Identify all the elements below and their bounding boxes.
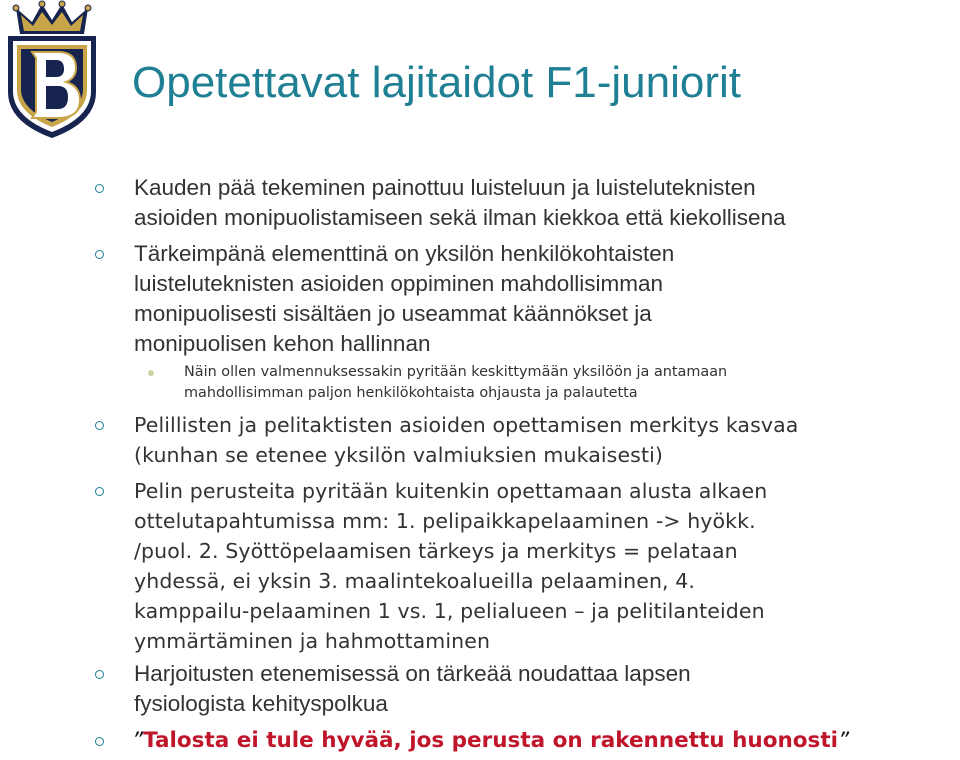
bullet-line: luisteluteknisten asioiden oppiminen mahdollisimman — [134, 271, 664, 296]
bullet-1 — [134, 173, 934, 233]
slide-title: Opetettavat lajitaidot F1-juniorit — [132, 58, 741, 107]
sub-bullet-dot-icon — [148, 370, 154, 376]
bullet-4 — [134, 476, 934, 656]
bullet-line: monipuolisen kehon hallinnan — [134, 331, 431, 356]
bullet-line: /puol. 2. Syöttöpelaamisen tärkeys ja merkitys = pelataan — [134, 539, 738, 563]
open-quote: ” — [132, 728, 144, 753]
bullet-line: Tärkeimpänä elementtinä on yksilön henkilökohtaisten — [134, 241, 675, 266]
bullet-line: (kunhan se etenee yksilön valmiuksien mukaisesti) — [134, 443, 663, 467]
bullet-line: asioiden monipuolistamiseen sekä ilman kiekkoa että kiekollisena — [134, 205, 786, 230]
bullet-ring-icon — [95, 487, 104, 496]
bullet-ring-icon — [95, 184, 104, 193]
bullet-line: Harjoitusten etenemisessä on tärkeää noudattaa lapsen — [134, 661, 691, 686]
bullet-line: Pelin perusteita pyritään kuitenkin opettamaan alusta alkaen — [134, 479, 768, 503]
bullet-line: fysiologista kehityspolkua — [134, 691, 388, 716]
bullet-ring-icon — [95, 670, 104, 679]
bullet-line: Kauden pää tekeminen painottuu luisteluun ja luisteluteknisten — [134, 175, 756, 200]
sub-bullet-line: Näin ollen valmennuksessakin pyritään keskittymään yksilöön ja antamaan — [184, 364, 728, 380]
bullet-line: monipuolisesti sisältäen jo useammat käännökset ja — [134, 301, 652, 326]
bullet-line: kamppailu-pelaaminen 1 vs. 1, pelialueen – ja pelitilanteiden — [134, 599, 765, 623]
bullet-line: Pelillisten ja pelitaktisten asioiden opettamisen merkitys kasvaa — [134, 413, 799, 437]
bullet-ring-icon — [95, 737, 104, 746]
sub-bullet-line: mahdollisimman paljon henkilökohtaista ohjausta ja palautetta — [184, 385, 638, 401]
bullet-5 — [134, 659, 934, 719]
sub-bullet — [184, 362, 904, 404]
emphasis-quote — [132, 728, 849, 753]
close-quote: ” — [838, 728, 850, 753]
emphasis-text: Talosta ei tule hyvää, jos perusta on rakennettu huonosti — [143, 728, 839, 753]
bullet-line: ottelutapahtumissa mm: 1. pelipaikkapelaaminen -> hyökk. — [134, 509, 756, 533]
bullet-3 — [134, 410, 934, 470]
bullet-6 — [132, 726, 932, 758]
bullet-2 — [134, 239, 934, 359]
bullet-ring-icon — [95, 250, 104, 259]
bullet-ring-icon — [95, 421, 104, 430]
bullet-line: ymmärtäminen ja hahmottaminen — [134, 629, 491, 653]
bullet-line: yhdessä, ei yksin 3. maalintekoalueilla pelaaminen, 4. — [134, 569, 696, 593]
